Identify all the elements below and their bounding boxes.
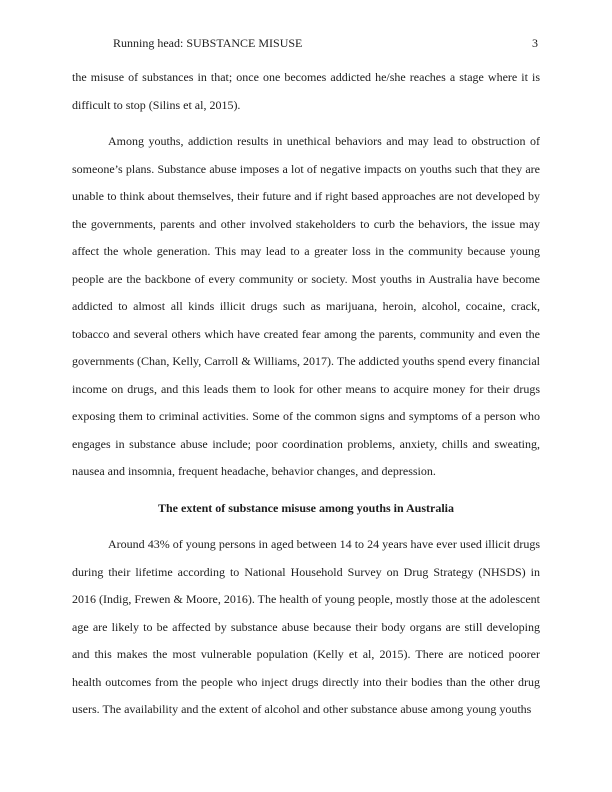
running-head: Running head: SUBSTANCE MISUSE xyxy=(113,36,303,50)
paragraph: the misuse of substances in that; once one becomes addicted he/she reaches a stage where it is difficult to stop (Silins et al, 2015). xyxy=(72,70,540,112)
document-body xyxy=(72,64,540,724)
paragraph: Among youths, addiction results in unethical behaviors and may lead to obstruction of someone’s plans. Substance abuse imposes a lot of negative impacts on youths such that they are unable to think about themselves, their future and if right based approaches are not developed by the governments, parents and other involved stakeholders to curb the behaviors, the issue may affect the whole generation. This may lead to a greater loss in the community because young people are the backbone of every community or society. Most youths in Australia have become addicted to almost all kinds illicit drugs such as marijuana, heroin, alcohol, cocaine, crack, tobacco and several others which have created fear among the parents, community and even the governments (Chan, Kelly, Carroll & Williams, 2017). The addicted youths spend every financial income on drugs, and this leads them to look for other means to acquire money for their drugs exposing them to criminal activities. Some of the common signs and symptoms of a person who engages in substance abuse include; poor coordination problems, anxiety, chills and sweating, nausea and insomnia, frequent headache, behavior changes, and depression. xyxy=(72,134,540,478)
section-heading: The extent of substance misuse among youths in Australia xyxy=(157,500,455,515)
page-number: 3 xyxy=(532,36,538,50)
paragraph: Around 43% of young persons in aged between 14 to 24 years have ever used illicit drugs during their lifetime according to National Household Survey on Drug Strategy (NHSDS) in 2016 (Indig, Frewen & Moore, 2016). The health of young people, mostly those at the adolescent age are likely to be affected by substance abuse because their body organs are still developing and this makes the most vulnerable population (Kelly et al, 2015). There are noticed poorer health outcomes from the people who inject drugs directly into their bodies than the other drug users. The availability and the extent of alcohol and other substance abuse among young youths xyxy=(72,537,540,716)
page-header xyxy=(72,36,540,50)
